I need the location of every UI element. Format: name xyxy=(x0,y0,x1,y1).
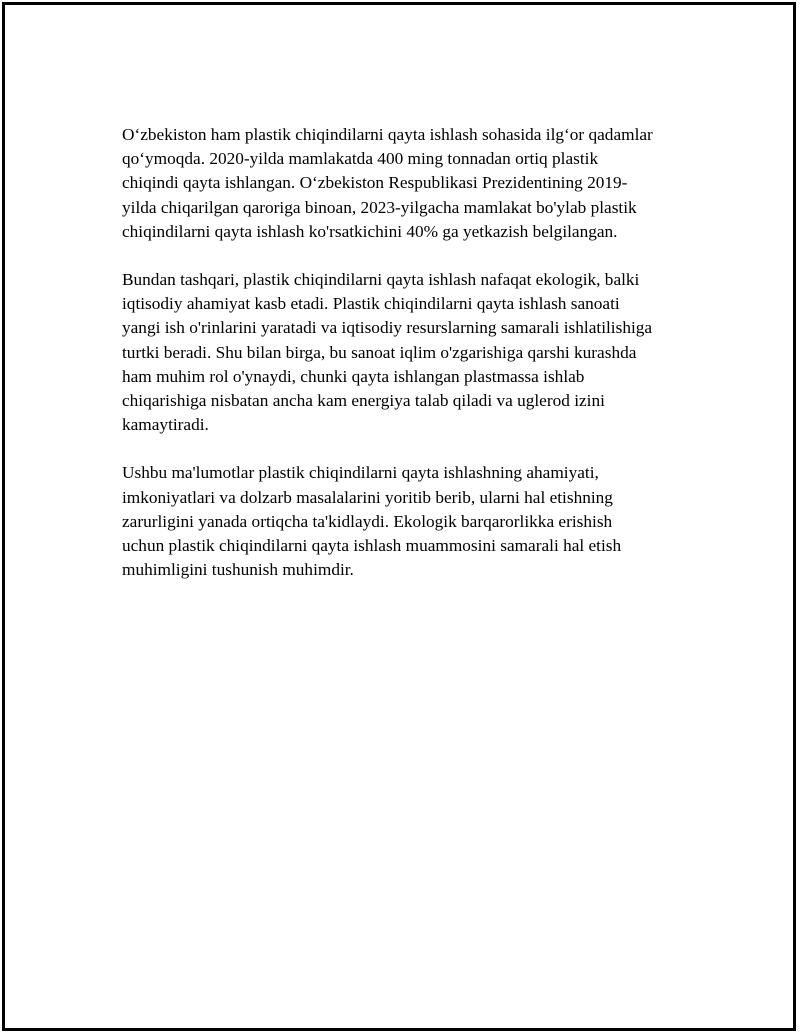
paragraph-3: Ushbu ma'lumotlar plastik chiqindilarni qayta ishlashning ahamiyati, imkoniyatlari va dolzarb masalalarini yoritib berib, ularni hal etishning zarurligini yanada ortiqcha ta'kidlaydi. Ekologik barqarorlikka erishish uchun plastik chiqindilarni qayta ishlash muammosini samarali hal etish muhimligini tushunish muhimdir. xyxy=(122,463,622,580)
paragraph-1: O‘zbekiston ham plastik chiqindilarni qayta ishlash sohasida ilg‘or qadamlar qo‘ymoqda. 2020-yilda mamlakatda 400 ming tonnadan ortiq plastik chiqindi qayta ishlangan. O‘zbekiston Respublikasi Prezidentining 2019- yilda chiqarilgan qaroriga binoan, 2023-yilgacha mamlakat bo'ylab plastik chiqindilarni qayta ishlash ko'rsatkichini 40% ga yetkazish belgilangan. xyxy=(122,125,653,241)
document-body xyxy=(122,123,712,606)
page-frame xyxy=(2,2,796,1031)
paragraph-2: Bundan tashqari, plastik chiqindilarni qayta ishlash nafaqat ekologik, balki iqtisodiy ahamiyat kasb etadi. Plastik chiqindilarni qayta ishlash sanoati yangi ish o'rinlarini yaratadi va iqtisodiy resurslarning samarali ishlatilishiga turtki beradi. Shu bilan birga, bu sanoat iqlim o'zgarishiga qarshi kurashda ham muhim rol o'ynaydi, chunki qayta ishlangan plastmassa ishlab chiqarishiga nisbatan ancha kam energiya talab qiladi va uglerod izini kamaytiradi. xyxy=(122,270,653,435)
